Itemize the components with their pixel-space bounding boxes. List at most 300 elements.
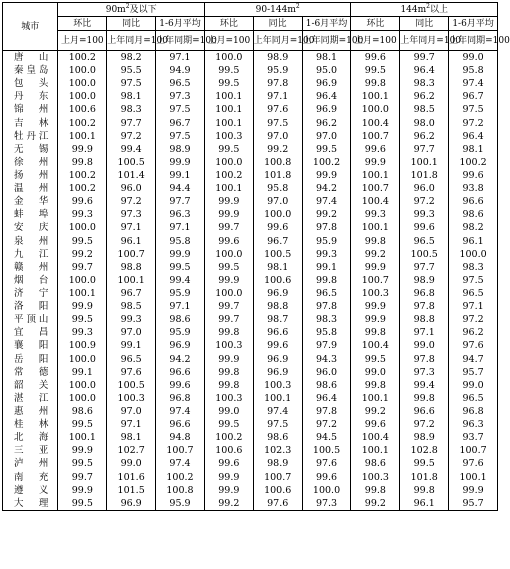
- table-row: [3, 90, 498, 103]
- group-header-small: $90m^2$及以下: [58, 3, 205, 17]
- index-value-cell: 100.1: [204, 117, 253, 130]
- index-value-cell: 96.5: [156, 77, 205, 90]
- index-value-cell: 100.2: [58, 169, 107, 182]
- index-value-cell: 97.2: [400, 195, 449, 208]
- index-value-cell: 101.8: [400, 169, 449, 182]
- city-name-cell: 赣州: [3, 261, 58, 274]
- table-row: [3, 484, 498, 497]
- table-row: [3, 117, 498, 130]
- index-value-cell: 99.0: [400, 339, 449, 352]
- city-name-cell: 温州: [3, 182, 58, 195]
- index-value-cell: 100.7: [351, 130, 400, 143]
- index-value-cell: 98.8: [107, 261, 156, 274]
- index-value-cell: 99.6: [58, 195, 107, 208]
- index-value-cell: 96.9: [253, 366, 302, 379]
- index-value-cell: 102.7: [107, 444, 156, 457]
- table-body: [3, 51, 498, 511]
- index-value-cell: 97.2: [302, 418, 351, 431]
- index-value-cell: 95.8: [253, 182, 302, 195]
- index-value-cell: 96.9: [302, 103, 351, 116]
- index-value-cell: 97.1: [156, 51, 205, 65]
- index-value-cell: 97.7: [400, 143, 449, 156]
- table-header: [3, 2, 510, 51]
- city-name-cell: 宜昌: [3, 326, 58, 339]
- table-row: [3, 64, 498, 77]
- index-value-cell: 100.0: [58, 90, 107, 103]
- index-value-cell: 97.1: [107, 221, 156, 234]
- city-name-cell: 襄阳: [3, 339, 58, 352]
- table-row: [3, 235, 498, 248]
- index-value-cell: 99.1: [302, 261, 351, 274]
- table-row: [3, 143, 498, 156]
- index-value-cell: 99.6: [449, 169, 498, 182]
- index-value-cell: 100.7: [107, 248, 156, 261]
- index-value-cell: 96.7: [449, 90, 498, 103]
- index-value-cell: 97.0: [253, 195, 302, 208]
- base-header-yoy: 上年同月=100: [253, 31, 302, 51]
- city-name-cell: 常德: [3, 366, 58, 379]
- index-value-cell: 97.2: [107, 195, 156, 208]
- index-value-cell: 96.7: [107, 287, 156, 300]
- index-value-cell: 99.9: [58, 143, 107, 156]
- index-value-cell: 95.8: [156, 235, 205, 248]
- index-value-cell: 99.8: [400, 484, 449, 497]
- index-value-cell: 95.5: [107, 64, 156, 77]
- base-header-mom: 上月=100: [204, 31, 253, 51]
- table-row: [3, 392, 498, 405]
- index-value-cell: 99.1: [156, 169, 205, 182]
- index-value-cell: 94.2: [156, 353, 205, 366]
- index-value-cell: 96.5: [449, 287, 498, 300]
- index-value-cell: 100.7: [253, 471, 302, 484]
- index-value-cell: 98.2: [107, 51, 156, 65]
- table-row: [3, 182, 498, 195]
- city-name-cell: 北海: [3, 431, 58, 444]
- index-value-cell: 100.6: [58, 103, 107, 116]
- index-value-cell: 97.8: [302, 300, 351, 313]
- index-value-cell: 100.0: [302, 484, 351, 497]
- index-value-cell: 99.7: [204, 300, 253, 313]
- index-value-cell: 100.1: [204, 182, 253, 195]
- index-value-cell: 97.1: [156, 300, 205, 313]
- city-name-cell: 岳阳: [3, 353, 58, 366]
- index-value-cell: 98.6: [156, 313, 205, 326]
- index-value-cell: 100.5: [302, 444, 351, 457]
- index-value-cell: 96.6: [449, 195, 498, 208]
- index-value-cell: 96.4: [400, 64, 449, 77]
- city-name-cell: 锦州: [3, 103, 58, 116]
- table-row: [3, 248, 498, 261]
- index-value-cell: 97.6: [449, 339, 498, 352]
- index-value-cell: 96.9: [156, 339, 205, 352]
- index-value-cell: 98.9: [156, 143, 205, 156]
- index-value-cell: 97.3: [156, 90, 205, 103]
- index-value-cell: 99.5: [204, 64, 253, 77]
- index-value-cell: 99.6: [156, 379, 205, 392]
- index-value-cell: 100.5: [253, 248, 302, 261]
- index-value-cell: 100.1: [253, 392, 302, 405]
- index-value-cell: 98.2: [449, 221, 498, 234]
- sub-header-yoy: 同比: [107, 17, 156, 31]
- table-row: [3, 431, 498, 444]
- table-row: [3, 195, 498, 208]
- index-value-cell: 100.9: [58, 339, 107, 352]
- index-value-cell: 99.6: [400, 221, 449, 234]
- index-value-cell: 99.0: [449, 51, 498, 65]
- index-value-cell: 95.8: [302, 326, 351, 339]
- table-row: [3, 208, 498, 221]
- index-value-cell: 99.8: [351, 379, 400, 392]
- table-row: [3, 221, 498, 234]
- index-value-cell: 99.3: [58, 208, 107, 221]
- index-value-cell: 97.1: [449, 300, 498, 313]
- index-value-cell: 98.3: [107, 103, 156, 116]
- index-value-cell: 100.0: [58, 379, 107, 392]
- index-value-cell: 98.8: [253, 300, 302, 313]
- index-value-cell: 99.5: [58, 418, 107, 431]
- index-value-cell: 99.8: [351, 484, 400, 497]
- index-value-cell: 98.6: [351, 457, 400, 470]
- index-value-cell: 97.3: [302, 497, 351, 511]
- city-name-cell: 扬州: [3, 169, 58, 182]
- index-value-cell: 100.1: [204, 103, 253, 116]
- index-value-cell: 97.4: [302, 195, 351, 208]
- index-value-cell: 96.8: [400, 287, 449, 300]
- index-value-cell: 97.6: [302, 457, 351, 470]
- index-value-cell: 97.0: [302, 130, 351, 143]
- index-value-cell: 100.1: [351, 169, 400, 182]
- price-index-table: [2, 2, 510, 511]
- sub-header-mom: 环比: [351, 17, 400, 31]
- index-value-cell: 99.6: [351, 418, 400, 431]
- index-value-cell: 99.8: [351, 77, 400, 90]
- index-value-cell: 100.4: [351, 195, 400, 208]
- index-value-cell: 95.9: [156, 326, 205, 339]
- city-name-cell: 大理: [3, 497, 58, 511]
- index-value-cell: 100.7: [156, 444, 205, 457]
- index-value-cell: 96.2: [449, 326, 498, 339]
- index-value-cell: 97.4: [449, 77, 498, 90]
- index-value-cell: 99.3: [351, 208, 400, 221]
- index-value-cell: 97.2: [449, 313, 498, 326]
- index-value-cell: 98.9: [400, 274, 449, 287]
- index-value-cell: 99.5: [204, 418, 253, 431]
- table-row: [3, 261, 498, 274]
- index-value-cell: 99.2: [351, 405, 400, 418]
- city-name-cell: 丹东: [3, 90, 58, 103]
- index-value-cell: 99.5: [58, 313, 107, 326]
- index-value-cell: 99.7: [400, 51, 449, 65]
- index-value-cell: 97.3: [107, 208, 156, 221]
- index-value-cell: 95.9: [156, 497, 205, 511]
- index-value-cell: 99.6: [204, 457, 253, 470]
- index-value-cell: 96.7: [253, 235, 302, 248]
- table-row: [3, 379, 498, 392]
- index-value-cell: 95.8: [449, 64, 498, 77]
- index-value-cell: 99.4: [400, 379, 449, 392]
- index-value-cell: 100.1: [351, 221, 400, 234]
- index-value-cell: 99.2: [351, 497, 400, 511]
- index-value-cell: 100.1: [107, 274, 156, 287]
- index-value-cell: 100.3: [351, 287, 400, 300]
- index-value-cell: 99.9: [351, 261, 400, 274]
- index-value-cell: 100.0: [58, 77, 107, 90]
- city-name-cell: 济宁: [3, 287, 58, 300]
- index-value-cell: 101.5: [107, 484, 156, 497]
- index-value-cell: 100.4: [351, 117, 400, 130]
- index-value-cell: 93.7: [449, 431, 498, 444]
- index-value-cell: 98.3: [449, 261, 498, 274]
- index-value-cell: 99.9: [302, 169, 351, 182]
- index-value-cell: 100.2: [58, 182, 107, 195]
- index-value-cell: 95.9: [302, 235, 351, 248]
- index-value-cell: 94.3: [302, 353, 351, 366]
- table-row: [3, 274, 498, 287]
- index-value-cell: 99.0: [449, 379, 498, 392]
- table-row: [3, 339, 498, 352]
- index-value-cell: 98.1: [253, 261, 302, 274]
- index-value-cell: 93.8: [449, 182, 498, 195]
- index-value-cell: 97.1: [253, 90, 302, 103]
- index-value-cell: 97.3: [400, 366, 449, 379]
- index-value-cell: 99.1: [107, 339, 156, 352]
- index-value-cell: 100.0: [58, 221, 107, 234]
- index-value-cell: 96.2: [400, 90, 449, 103]
- index-value-cell: 100.3: [204, 339, 253, 352]
- index-value-cell: 96.5: [302, 287, 351, 300]
- base-header-yoy: 上年同月=100: [107, 31, 156, 51]
- base-header-avg: 上年同期=100: [156, 31, 205, 51]
- index-value-cell: 97.9: [302, 339, 351, 352]
- index-value-cell: 97.7: [107, 117, 156, 130]
- index-value-cell: 100.0: [204, 51, 253, 65]
- index-value-cell: 97.5: [107, 77, 156, 90]
- index-value-cell: 97.0: [107, 405, 156, 418]
- index-value-cell: 99.7: [204, 221, 253, 234]
- index-value-cell: 99.6: [253, 221, 302, 234]
- city-name-cell: 徐州: [3, 156, 58, 169]
- index-value-cell: 96.1: [107, 235, 156, 248]
- table-row: [3, 287, 498, 300]
- index-value-cell: 97.4: [156, 457, 205, 470]
- index-value-cell: 99.9: [58, 484, 107, 497]
- index-value-cell: 98.8: [400, 313, 449, 326]
- city-column-header: 城市: [3, 3, 58, 51]
- index-value-cell: 94.7: [449, 353, 498, 366]
- index-value-cell: 97.7: [400, 261, 449, 274]
- index-value-cell: 98.5: [400, 103, 449, 116]
- table-row: [3, 300, 498, 313]
- index-value-cell: 99.8: [302, 274, 351, 287]
- index-value-cell: 99.9: [351, 313, 400, 326]
- city-name-cell: 安庆: [3, 221, 58, 234]
- table-row: [3, 156, 498, 169]
- index-value-cell: 97.8: [400, 300, 449, 313]
- group-header-large: $144m^2$以上: [351, 3, 498, 17]
- index-value-cell: 100.1: [351, 90, 400, 103]
- table-row: [3, 444, 498, 457]
- index-value-cell: 97.4: [156, 405, 205, 418]
- index-value-cell: 96.8: [156, 392, 205, 405]
- index-value-cell: 97.1: [156, 221, 205, 234]
- index-value-cell: 96.2: [302, 117, 351, 130]
- index-value-cell: 99.2: [302, 208, 351, 221]
- index-value-cell: 97.6: [449, 457, 498, 470]
- table-row: [3, 51, 498, 65]
- index-value-cell: 100.7: [351, 182, 400, 195]
- index-value-cell: 96.5: [107, 353, 156, 366]
- index-value-cell: 101.8: [400, 471, 449, 484]
- index-value-cell: 100.0: [58, 64, 107, 77]
- index-value-cell: 100.1: [204, 90, 253, 103]
- city-name-cell: 唐山: [3, 51, 58, 65]
- index-value-cell: 96.0: [107, 182, 156, 195]
- index-value-cell: 99.1: [58, 366, 107, 379]
- index-value-cell: 100.4: [351, 431, 400, 444]
- index-value-cell: 99.0: [204, 405, 253, 418]
- index-value-cell: 99.8: [400, 392, 449, 405]
- index-value-cell: 100.0: [58, 392, 107, 405]
- index-value-cell: 98.5: [107, 300, 156, 313]
- index-value-cell: 99.5: [400, 457, 449, 470]
- index-value-cell: 99.9: [204, 274, 253, 287]
- index-value-cell: 102.3: [253, 444, 302, 457]
- index-value-cell: 99.5: [351, 64, 400, 77]
- index-value-cell: 96.3: [156, 208, 205, 221]
- index-value-cell: 98.3: [302, 313, 351, 326]
- index-value-cell: 96.5: [400, 235, 449, 248]
- sub-header-yoy: 同比: [400, 17, 449, 31]
- index-value-cell: 100.2: [58, 117, 107, 130]
- index-value-cell: 94.9: [156, 64, 205, 77]
- index-value-cell: 95.7: [449, 497, 498, 511]
- index-value-cell: 99.2: [204, 497, 253, 511]
- sub-header-yoy: 同比: [253, 17, 302, 31]
- index-value-cell: 99.3: [302, 248, 351, 261]
- index-value-cell: 100.0: [58, 353, 107, 366]
- index-value-cell: 96.9: [253, 353, 302, 366]
- index-value-cell: 99.9: [204, 353, 253, 366]
- index-value-cell: 99.5: [204, 261, 253, 274]
- city-name-cell: 湛江: [3, 392, 58, 405]
- index-value-cell: 99.9: [156, 248, 205, 261]
- index-value-cell: 100.6: [253, 274, 302, 287]
- sub-header-avg: 1-6月平均: [156, 17, 205, 31]
- index-value-cell: 97.5: [449, 274, 498, 287]
- index-value-cell: 96.6: [156, 418, 205, 431]
- index-value-cell: 100.0: [204, 287, 253, 300]
- index-value-cell: 97.2: [449, 117, 498, 130]
- index-value-cell: 96.4: [302, 90, 351, 103]
- index-value-cell: 95.9: [156, 287, 205, 300]
- index-value-cell: 99.5: [204, 77, 253, 90]
- city-name-cell: 平顶山: [3, 313, 58, 326]
- index-value-cell: 99.5: [351, 353, 400, 366]
- sub-header-avg: 1-6月平均: [449, 17, 498, 31]
- index-value-cell: 99.9: [204, 195, 253, 208]
- city-name-cell: 金华: [3, 195, 58, 208]
- index-value-cell: 100.3: [107, 392, 156, 405]
- index-value-cell: 100.7: [351, 274, 400, 287]
- index-value-cell: 94.8: [156, 431, 205, 444]
- city-name-cell: 桂林: [3, 418, 58, 431]
- index-value-cell: 100.5: [107, 156, 156, 169]
- index-value-cell: 99.5: [302, 143, 351, 156]
- table-row: [3, 313, 498, 326]
- index-value-cell: 97.1: [400, 326, 449, 339]
- index-value-cell: 96.6: [156, 366, 205, 379]
- index-value-cell: 100.1: [58, 130, 107, 143]
- index-value-cell: 100.0: [253, 208, 302, 221]
- index-value-cell: 98.1: [302, 51, 351, 65]
- index-value-cell: 97.0: [107, 326, 156, 339]
- base-header-yoy: 上年同月=100: [400, 31, 449, 51]
- index-value-cell: 102.8: [400, 444, 449, 457]
- index-value-cell: 100.1: [351, 392, 400, 405]
- city-name-cell: 遵义: [3, 484, 58, 497]
- city-name-cell: 牡丹江: [3, 130, 58, 143]
- index-value-cell: 96.1: [449, 235, 498, 248]
- index-value-cell: 100.3: [204, 130, 253, 143]
- index-value-cell: 94.2: [302, 182, 351, 195]
- index-value-cell: 100.1: [449, 471, 498, 484]
- city-name-cell: 包头: [3, 77, 58, 90]
- index-value-cell: 100.2: [58, 51, 107, 65]
- index-value-cell: 99.9: [58, 300, 107, 313]
- index-value-cell: 97.2: [107, 130, 156, 143]
- index-value-cell: 99.9: [204, 484, 253, 497]
- index-value-cell: 96.2: [400, 130, 449, 143]
- index-value-cell: 96.4: [449, 130, 498, 143]
- index-value-cell: 98.1: [107, 90, 156, 103]
- table-row: [3, 169, 498, 182]
- index-value-cell: 96.0: [302, 366, 351, 379]
- index-value-cell: 100.1: [351, 444, 400, 457]
- city-name-cell: 九江: [3, 248, 58, 261]
- index-value-cell: 96.6: [400, 405, 449, 418]
- city-name-cell: 泸州: [3, 457, 58, 470]
- city-name-cell: 蚌埠: [3, 208, 58, 221]
- index-value-cell: 95.9: [253, 64, 302, 77]
- index-value-cell: 97.8: [302, 221, 351, 234]
- index-value-cell: 97.1: [107, 418, 156, 431]
- price-index-table-container: [0, 2, 510, 569]
- index-value-cell: 100.1: [400, 156, 449, 169]
- table-row: [3, 103, 498, 116]
- index-value-cell: 100.5: [107, 379, 156, 392]
- index-value-cell: 99.9: [449, 484, 498, 497]
- index-value-cell: 96.9: [253, 287, 302, 300]
- index-value-cell: 99.8: [351, 326, 400, 339]
- table-row: [3, 405, 498, 418]
- sub-header-avg: 1-6月平均: [302, 17, 351, 31]
- table-row: [3, 77, 498, 90]
- index-value-cell: 99.6: [253, 339, 302, 352]
- index-value-cell: 100.7: [449, 444, 498, 457]
- sub-header-mom: 环比: [204, 17, 253, 31]
- index-value-cell: 96.0: [400, 182, 449, 195]
- index-value-cell: 101.8: [253, 169, 302, 182]
- index-value-cell: 95.7: [449, 366, 498, 379]
- index-value-cell: 97.5: [253, 418, 302, 431]
- city-name-cell: 洛阳: [3, 300, 58, 313]
- index-value-cell: 100.0: [449, 248, 498, 261]
- index-value-cell: 96.6: [253, 326, 302, 339]
- index-value-cell: 99.9: [351, 156, 400, 169]
- index-value-cell: 97.8: [253, 77, 302, 90]
- table-row: [3, 497, 498, 511]
- index-value-cell: 99.3: [58, 326, 107, 339]
